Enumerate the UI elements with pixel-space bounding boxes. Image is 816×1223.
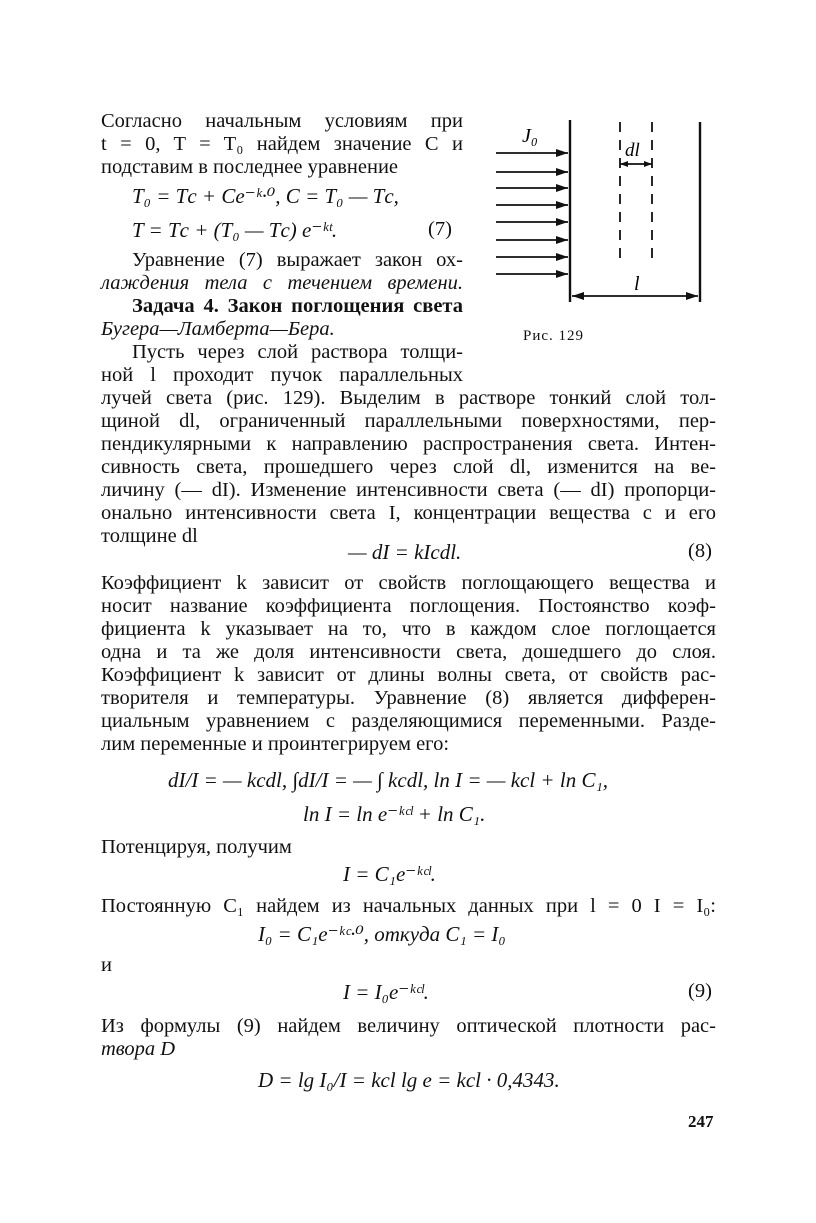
text-line: Согласно начальным условиям при xyxy=(101,110,463,132)
text-line: Уравнение (7) выражает закон ох- xyxy=(132,249,463,271)
label-j0: J₀ xyxy=(522,125,538,147)
text-line: лим переменные и проинтегрируем его: xyxy=(101,733,450,755)
text-line: одна и та же доля интенсивности света, дошедшего до слоя. xyxy=(101,641,716,663)
equation-9: I = I₀e⁻ᵏᶜˡ. xyxy=(343,980,429,1004)
text-line: носит название коэффициента поглощения. Постоянство коэф- xyxy=(101,595,716,617)
text-line: творителя и температуры. Уравнение (8) является дифферен- xyxy=(101,687,716,709)
text-line: онально интенсивности света I, концентрации вещества c и его xyxy=(101,502,716,524)
text-line: толщине dl xyxy=(101,525,198,547)
label-dl: dl xyxy=(625,140,640,161)
text-line: пендикулярными к направлению распространения света. Интен- xyxy=(101,433,716,455)
text-line: щиной dl, ограниченный параллельными поверхностями, пер- xyxy=(101,410,716,432)
text-line: твора D xyxy=(101,1038,176,1060)
equation-8-number: (8) xyxy=(688,540,712,562)
page-number: 247 xyxy=(688,1112,714,1131)
equation-9-number: (9) xyxy=(688,980,712,1002)
text-line: Из формулы (9) найдем величину оптической плотности рас- xyxy=(101,1015,716,1037)
text-line: Коэффициент k зависит от свойств поглощающего вещества и xyxy=(101,572,716,594)
text-line: лаждения тела с течением времени. xyxy=(101,272,463,294)
text-line: t = 0, T = T₀ найдем значение C и xyxy=(101,133,463,155)
label-l: l xyxy=(634,273,640,295)
text-line: лучей света (рис. 129). Выделим в растворе тонкий слой тол- xyxy=(101,387,716,409)
equation-optical-density: D = lg I₀/I = kcl lg e = kcl · 0,4343. xyxy=(258,1068,560,1092)
text-line: и xyxy=(101,954,112,976)
text-line: сивность света, прошедшего через слой dl, изменится на ве- xyxy=(101,456,716,478)
equation-8: — dI = kIcdl. xyxy=(348,540,462,564)
text-line: Коэффициент k зависит от длины волны света, от свойств рас- xyxy=(101,664,716,686)
figure-129-diagram xyxy=(494,116,714,316)
text-line: подставим в последнее уравнение xyxy=(101,156,399,178)
text-line: Пусть через слой раствора толщи- xyxy=(132,341,463,363)
text-line: Потенцируя, получим xyxy=(101,836,292,858)
equation-initial-condition: T₀ = Tс + Ce⁻ᵏ·⁰, C = T₀ — Tс, xyxy=(132,184,399,208)
text-line: фициента k указывает на то, что в каждом слое поглощается xyxy=(101,618,716,640)
text-line: личину (— dI). Изменение интенсивности света (— dI) пропорци- xyxy=(101,479,716,501)
figure-caption: Рис. 129 xyxy=(523,328,585,344)
text-line: ной l проходит пучок параллельных xyxy=(101,364,463,386)
equation-7: T = Tс + (T₀ — Tс) e⁻ᵏᵗ. xyxy=(132,218,338,242)
text-line: циальным уравнением с разделяющимися переменными. Разде- xyxy=(101,710,716,732)
equation-potentiated: I = C₁e⁻ᵏᶜˡ. xyxy=(343,862,436,886)
equation-integration-result: ln I = ln e⁻ᵏᶜˡ + ln C₁. xyxy=(303,802,486,826)
task-heading: Задача 4. Закон поглощения света xyxy=(132,295,463,317)
equation-initial-data: I₀ = C₁e⁻ᵏᶜ·⁰, откуда C₁ = I₀ xyxy=(258,922,506,946)
text-line: Постоянную C₁ найдем из начальных данных при l = 0 I = I₀: xyxy=(101,895,716,917)
equation-7-number: (7) xyxy=(428,218,452,240)
equation-integration: dI/I = — kcdl, ∫dI/I = — ∫ kcdl, ln I = — kcl + ln C₁, xyxy=(168,768,608,792)
text-line: Бугера—Ламберта—Бера. xyxy=(101,318,335,340)
